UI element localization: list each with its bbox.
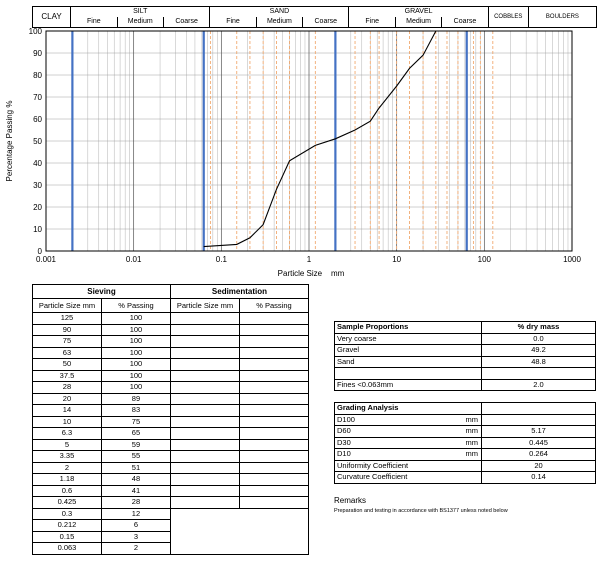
- sedimentation-cell: [170, 439, 239, 451]
- sieve-passing-cell: 100: [101, 347, 170, 359]
- sieve-size-cell: 0.063: [33, 543, 102, 555]
- x-tick-label: 10: [392, 255, 402, 264]
- soil-classification-bar: [32, 6, 597, 28]
- table-row: D30 mm 0.445: [335, 437, 596, 449]
- sedimentation-cell: [239, 451, 308, 463]
- gravel-label: GRAVEL: [349, 7, 488, 18]
- silt-fine-label: Fine: [71, 17, 117, 28]
- sieve-passing-cell: 75: [101, 416, 170, 428]
- fines-label: Fines <0.063mm: [335, 379, 482, 391]
- sieve-passing-cell: 2: [101, 543, 170, 555]
- uniformity-label: Uniformity Coefficient: [335, 460, 482, 472]
- sieve-size-cell: 1.18: [33, 474, 102, 486]
- sieve-size-cell: 0.212: [33, 520, 102, 532]
- table-row: [33, 359, 309, 371]
- sedimentation-cell: [170, 497, 239, 509]
- sedimentation-cell: [170, 485, 239, 497]
- sieving-size-header: Particle Size mm: [33, 299, 102, 313]
- sieve-passing-cell: 100: [101, 336, 170, 348]
- sedimentation-cell: [170, 405, 239, 417]
- y-tick-label: 80: [33, 71, 42, 80]
- y-tick-label: 40: [33, 159, 42, 168]
- x-tick-label: 0.1: [215, 255, 227, 264]
- remarks-text: Preparation and testing in accordance with BS1377 unless noted below: [334, 508, 508, 514]
- sedimentation-cell: [170, 359, 239, 371]
- sedimentation-cell: [239, 439, 308, 451]
- sieve-size-cell: 63: [33, 347, 102, 359]
- y-tick-label: 0: [37, 247, 42, 256]
- sedimentation-cell: [239, 393, 308, 405]
- sieve-passing-cell: 83: [101, 405, 170, 417]
- y-tick-label: 10: [33, 225, 42, 234]
- sedimentation-cell: [239, 485, 308, 497]
- sieve-passing-cell: 55: [101, 451, 170, 463]
- table-row: [33, 508, 309, 520]
- sedimentation-title: Sedimentation: [170, 285, 308, 299]
- sieve-passing-cell: 65: [101, 428, 170, 440]
- table-row: [33, 474, 309, 486]
- gravel-coarse-label: Coarse: [442, 17, 488, 28]
- table-row: [33, 382, 309, 394]
- table-row: [33, 393, 309, 405]
- sample-proportions-title: Sample Proportions: [335, 322, 482, 334]
- sieving-passing-header: % Passing: [101, 299, 170, 313]
- table-row: [33, 370, 309, 382]
- sieve-size-cell: 50: [33, 359, 102, 371]
- table-row: [335, 368, 596, 380]
- sedimentation-cell: [239, 359, 308, 371]
- y-tick-label: 30: [33, 181, 42, 190]
- x-tick-label: 100: [477, 255, 492, 264]
- table-row: D10 mm 0.264: [335, 449, 596, 461]
- table-row: [33, 439, 309, 451]
- curvature-label: Curvature Coefficient: [335, 472, 482, 484]
- sedimentation-cell: [239, 462, 308, 474]
- sieve-passing-cell: 6: [101, 520, 170, 532]
- sedimentation-cell: [170, 336, 239, 348]
- sieve-passing-cell: 100: [101, 324, 170, 336]
- cobbles-label: COBBLES: [488, 7, 528, 28]
- sieve-size-cell: 0.6: [33, 485, 102, 497]
- fines-value: 2.0: [482, 379, 596, 391]
- sieve-size-cell: 37.5: [33, 370, 102, 382]
- sieve-size-cell: 14: [33, 405, 102, 417]
- sedimentation-cell: [170, 347, 239, 359]
- sedimentation-cell: [239, 324, 308, 336]
- table-row: [335, 460, 596, 472]
- table-row: [335, 379, 596, 391]
- x-tick-label: 0.001: [35, 255, 57, 264]
- sedimentation-cell: [239, 416, 308, 428]
- sieve-passing-cell: 3: [101, 531, 170, 543]
- sand-medium-label: Medium: [256, 17, 302, 28]
- sedimentation-size-header: Particle Size mm: [170, 299, 239, 313]
- sieve-size-cell: 0.425: [33, 497, 102, 509]
- sieve-passing-cell: 100: [101, 370, 170, 382]
- uniformity-value: 20: [482, 460, 596, 472]
- silt-medium-label: Medium: [117, 17, 163, 28]
- sieve-size-cell: 75: [33, 336, 102, 348]
- sedimentation-cell: [170, 313, 239, 325]
- sedimentation-cell: [170, 416, 239, 428]
- sedimentation-cell: [170, 462, 239, 474]
- sedimentation-cell: [170, 393, 239, 405]
- gravel-fine-label: Fine: [349, 17, 395, 28]
- boulders-label: BOULDERS: [528, 7, 596, 28]
- sedimentation-cell: [239, 370, 308, 382]
- sieve-size-cell: 20: [33, 393, 102, 405]
- table-row: [33, 451, 309, 463]
- sedimentation-cell: [170, 428, 239, 440]
- sedimentation-cell: [239, 382, 308, 394]
- x-tick-label: 1: [306, 255, 312, 264]
- curvature-value: 0.14: [482, 472, 596, 484]
- sieving-title: Sieving: [33, 285, 171, 299]
- sedimentation-cell: [170, 382, 239, 394]
- sample-proportions-unit: % dry mass: [482, 322, 596, 334]
- grading-curve-chart: [0, 26, 600, 284]
- sieve-passing-cell: 28: [101, 497, 170, 509]
- table-row: D60 mm 5.17: [335, 426, 596, 438]
- sand-fine-label: Fine: [210, 17, 256, 28]
- y-tick-label: 60: [33, 115, 42, 124]
- sieve-passing-cell: 100: [101, 313, 170, 325]
- y-axis-label: Percentage Passing %: [5, 100, 14, 182]
- sedimentation-cell: [170, 474, 239, 486]
- sieve-passing-cell: 48: [101, 474, 170, 486]
- table-row: [33, 497, 309, 509]
- y-tick-label: 100: [28, 27, 42, 36]
- sieve-size-cell: 90: [33, 324, 102, 336]
- y-tick-label: 70: [33, 93, 42, 102]
- table-row: [33, 336, 309, 348]
- sieve-size-cell: 10: [33, 416, 102, 428]
- x-axis-label: Particle Size mm: [277, 269, 345, 278]
- sieve-size-cell: 6.3: [33, 428, 102, 440]
- x-tick-labels: [36, 255, 581, 264]
- table-row: Very coarse 0.0: [335, 333, 596, 345]
- sieving-sedimentation-table: [32, 284, 309, 555]
- sieve-size-cell: 28: [33, 382, 102, 394]
- table-row: [33, 405, 309, 417]
- sieve-passing-cell: 100: [101, 382, 170, 394]
- sedimentation-cell: [239, 336, 308, 348]
- gravel-medium-label: Medium: [395, 17, 441, 28]
- clay-label: CLAY: [33, 7, 71, 28]
- sand-label: SAND: [210, 7, 349, 18]
- sieve-passing-cell: 12: [101, 508, 170, 520]
- table-row: [33, 485, 309, 497]
- table-row: [33, 324, 309, 336]
- sieve-passing-cell: 51: [101, 462, 170, 474]
- y-tick-label: 20: [33, 203, 42, 212]
- table-row: [335, 472, 596, 484]
- y-tick-label: 50: [33, 137, 42, 146]
- sedimentation-cell: [170, 451, 239, 463]
- table-row: Gravel 49.2: [335, 345, 596, 357]
- remarks-title: Remarks: [334, 496, 367, 505]
- sedimentation-cell: [239, 313, 308, 325]
- sieve-passing-cell: 100: [101, 359, 170, 371]
- sedimentation-passing-header: % Passing: [239, 299, 308, 313]
- y-tick-label: 90: [33, 49, 42, 58]
- y-tick-labels: [29, 27, 43, 256]
- sieve-size-cell: 125: [33, 313, 102, 325]
- sieve-size-cell: 2: [33, 462, 102, 474]
- sample-proportions-table: [334, 321, 596, 391]
- table-row: [33, 313, 309, 325]
- sedimentation-cell: [170, 370, 239, 382]
- sand-coarse-label: Coarse: [303, 17, 349, 28]
- silt-label: SILT: [71, 7, 210, 18]
- sedimentation-cell: [239, 497, 308, 509]
- sedimentation-cell: [239, 405, 308, 417]
- silt-coarse-label: Coarse: [163, 17, 209, 28]
- table-row: [33, 416, 309, 428]
- sieve-size-cell: 5: [33, 439, 102, 451]
- table-row: [33, 428, 309, 440]
- sedimentation-empty-area: [170, 508, 308, 554]
- x-tick-label: 1000: [563, 255, 581, 264]
- sieve-size-cell: 0.3: [33, 508, 102, 520]
- sedimentation-cell: [239, 428, 308, 440]
- sedimentation-cell: [239, 474, 308, 486]
- sedimentation-cell: [239, 347, 308, 359]
- table-row: [33, 462, 309, 474]
- sieve-passing-cell: 41: [101, 485, 170, 497]
- grading-analysis-table: [334, 402, 596, 484]
- table-row: Sand 48.8: [335, 356, 596, 368]
- sieve-size-cell: 0.15: [33, 531, 102, 543]
- sieve-size-cell: 3.35: [33, 451, 102, 463]
- x-tick-label: 0.01: [125, 255, 142, 264]
- sieve-passing-cell: 59: [101, 439, 170, 451]
- sedimentation-cell: [170, 324, 239, 336]
- table-row: [33, 347, 309, 359]
- sieve-passing-cell: 89: [101, 393, 170, 405]
- table-row: D100 mm: [335, 414, 596, 426]
- grading-analysis-title: Grading Analysis: [335, 403, 448, 415]
